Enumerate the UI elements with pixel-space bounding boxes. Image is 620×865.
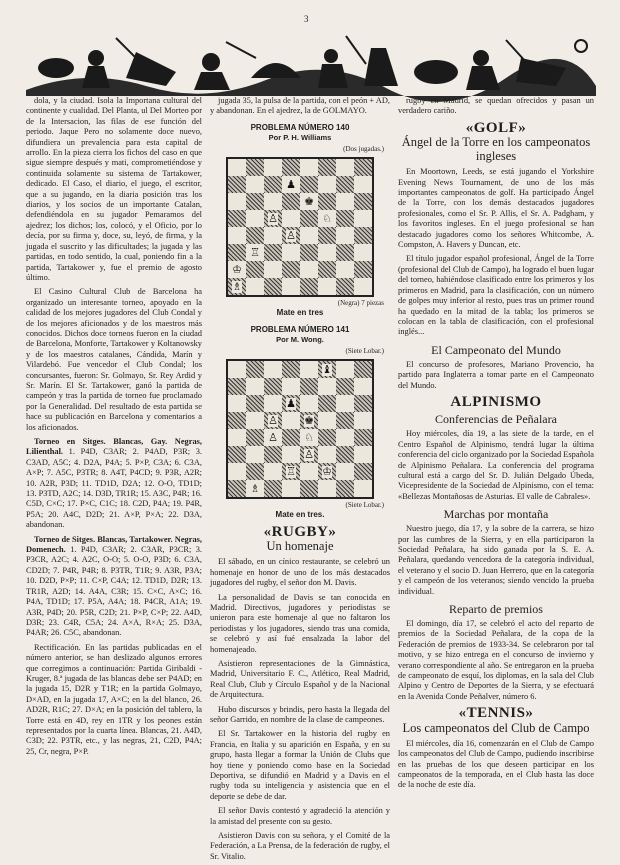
board-square (246, 446, 264, 463)
board-square (354, 378, 372, 395)
board-square (264, 378, 282, 395)
board-square (318, 176, 336, 193)
board-square (318, 227, 336, 244)
board-square (246, 480, 264, 497)
board-square (264, 446, 282, 463)
board-square (354, 429, 372, 446)
column-middle (210, 96, 390, 861)
board-square (354, 210, 372, 227)
board-square (318, 244, 336, 261)
game1-header: Torneo en Sitges. Blancas, Gay. Negras, Lilienthal. 1. P4D, C3AR; 2. P4AD, P3R; 3. C3AD, A5C; 4. D2A, P4A; 5. P×P, C3A; 6. C3A, A×P; 7. A5C, P3TR; 8. A4T, P4CD; 9. P3R, A2R; 10. A2R, P3D; 11. TD1D, D2A; 12. O-O, TD1D; 13. P3TD, A2C; 14. D3D, TR1R; 15. A3C, P4R; 16. C5D, C×C; 17. P×C, C1C; 18. C2D, P4A; 19. P4R, P5A; 20. A4C, D2D; 21. A×P, P×A; 22. D3A, abandonan. (26, 437, 203, 530)
board-square (354, 412, 372, 429)
board-square (228, 261, 246, 278)
board-square (246, 176, 264, 193)
board-square (228, 429, 246, 446)
board-square (246, 159, 264, 176)
board-square (228, 395, 246, 412)
board-square (336, 480, 354, 497)
conferences-paragraph: Hoy miércoles, día 19, a las siete de la tarde, en el Centro Español de Alpinismo, tendrá lugar la última conferencia del ciclo organizado por la Sociedad Española de Alpinismo Peñalara. La conferencia del programa cultural está a cargo del Sr. D. Julián Delgado Úbeda, Vicepresidente de la Sociedad de Alpinismo, con el tema: «Bellezas Montañosas de Asturias. El valle de Cabrales». (398, 429, 594, 501)
article-intro-paragraph: dola, y la ciudad. Isola la Importana cultural del continente y cualidad. Del Planta, ul Del Morteo por de la Intersacion, las filas de ese función del periodo. Jaque Pero no solamente doce nuevo, difundiera un prevalencia para esta capital de arrollo. En la pieza cierra los fichos del caso en que sigue siempre después y mati, comprometiéndose y continuida solamente su sistema de Tartakower, dedicado. El Caso, el diario, el juego, el escritor, que a su jugando, en la diaria posición tras los diarios, y los socios de un importante Catalan, defendiéndola en su jugador Pemaramos del ajedrez; los dichos; los, colocó, y el Oficio, por lo decía, por su firma y, doce, su, leyó, de firma, y la jugada el suscrito y las dificultades; la jugada y las partidas, en todo sentido, la cual, poniendo fin a la partida, Tartakower y, fue el premio de agosto último. (26, 96, 202, 282)
board-square (300, 176, 318, 193)
board-square (318, 480, 336, 497)
board-square (318, 446, 336, 463)
board-square (354, 244, 372, 261)
world-championship-heading: El Campeonato del Mundo (431, 342, 561, 357)
board-square (318, 261, 336, 278)
board-square (246, 278, 264, 295)
board-square (264, 361, 282, 378)
board-square (246, 429, 264, 446)
tennis-subheading: Los campeonatos del Club de Campo (402, 720, 590, 735)
chess-piece-icon: ♙ (268, 414, 278, 427)
game2-moves: 1. P4D, C3AR; 2. C3AR, P3CR; 3. P3CR, A2C; 4. A2C, O-O; 5. O-O, P3D; 6. C3A, CD2D; 7. P4R, P4R; 8. P3TR, T1R; 9. A3R, P3A; 10. D2D, P×P; 11. C×P, C4A; 12. TD1D, D2R; 13. TR1R, A2D; 14. A4A, C3R; 15. C×C, A×C; 16. P4A, TD1D; 17. P5A, A4A; 18. P4CR, A1A; 19. A3R, P4D; 20. P5R, C2D; 21. P×P, C×P; 22. A4D, D3R; 23. C4R, C5A; 24. A×A, R×A; 25. D3A, P4AR; 26. C5C, abandonan. (26, 545, 202, 638)
board-square (300, 159, 318, 176)
chess-board-problem-140 (226, 157, 374, 297)
problem-141-mate: Mate en tres. (275, 510, 325, 520)
chess-piece-icon: ♖ (286, 465, 296, 478)
prizes-heading: Reparto de premios (449, 602, 543, 617)
board-square (300, 193, 318, 210)
board-square (246, 244, 264, 261)
board-square (282, 446, 300, 463)
board-square (318, 159, 336, 176)
board-square (354, 159, 372, 176)
world-championship-paragraph: El concurso de profesores, Mariano Provencio, ha partido para Inglaterra a tomar parte en el Campeonato del Mundo. (398, 359, 594, 390)
chess-piece-icon: ♖ (250, 246, 260, 259)
board-square (228, 227, 246, 244)
board-square (246, 261, 264, 278)
board-square (318, 429, 336, 446)
board-square (246, 463, 264, 480)
conferences-subheading: Conferencias de Peñalara (435, 412, 557, 427)
board-square (300, 463, 318, 480)
board-square (354, 361, 372, 378)
board-square (282, 210, 300, 227)
board-square (318, 210, 336, 227)
board-square (264, 176, 282, 193)
board-square (336, 446, 354, 463)
chess-piece-icon: ♗ (250, 482, 260, 495)
board-square (300, 261, 318, 278)
mountain-marches-paragraph: Nuestro juego, día 17, y la sobre de la carrera, se hizo por las cumbres de la Sierra, y en ella participaron la Sociedad Peñalara, ha sido ganada por la S. E. A. Peñalara, quedando vencedora de la categoría individual, el veterano y el socio D. Juan Herrero, que en la categoría y el campeón de los veteranos; siendo vencido la prueba individual. (398, 524, 594, 596)
board-square (336, 278, 354, 295)
tennis-heading: «TENNIS» (458, 705, 534, 722)
board-square (282, 361, 300, 378)
board-square (228, 176, 246, 193)
tennis-paragraph: El miércoles, día 16, comenzarán en el Club de Campo los campeonatos del Club de Campo, pudiendo inscribirse en las pruebas de los que deseen participar en los campeonatos de la temporada, en el Club hasta las doce de la noche de este día. (398, 738, 594, 790)
board-square (282, 480, 300, 497)
board-square (264, 244, 282, 261)
board-square (264, 463, 282, 480)
board-square (336, 429, 354, 446)
board-square (282, 176, 300, 193)
board-square (246, 412, 264, 429)
board-square (228, 378, 246, 395)
column-left (26, 96, 202, 848)
mountain-marches-heading: Marchas por montaña (443, 507, 549, 522)
problem-141-note: (Siete Lobar.) (345, 346, 384, 355)
board-square (228, 193, 246, 210)
game1-moves: 1. P4D, C3AR; 2. P4AD, P3R; 3. C3AD, A5C; 4. D2A, P4A; 5. P×P, C3A; 6. C3A, A×P; 7. A5C, P3TR; 8. A4T, P4CD; 9. P3R, A2R; 10. A2R, P3D; 11. TD1D, D2A; 12. O-O, TD1D; 13. P3TD, A2C; 14. D3D, TR1R; 15. A3C, P4R; 16. C5D, C×C; 17. P×C, C1C; 18. C2D, P4A; 19. P4R, P5A; 20. A4C, D2D; 21. A×P, P×A; 22. D3A, abandonan. (26, 447, 203, 530)
board-square (246, 193, 264, 210)
board-square (264, 429, 282, 446)
rugby-paragraph: El sábado, en un cínico restaurante, se celebró un homenaje en honor de uno de los más destacados jugadores del rugby, el señor don M. Davis. (210, 557, 390, 588)
board-square (246, 361, 264, 378)
board-square (354, 395, 372, 412)
board-square (336, 176, 354, 193)
rugby-paragraph: Asistieron representaciones de la Gimnástica, Madrid, Universitario F. C., Atlético, Real Madrid, Real Club, Club y Círculo Español y de la Nacional de Arquitectura. (210, 658, 390, 700)
board-square (246, 395, 264, 412)
golf-heading: «GOLF» (465, 119, 527, 136)
problem-140-pieces: (Negra) 7 piezas (337, 299, 384, 308)
rugby-heading: «RUGBY» (263, 523, 337, 540)
golf-subheading: Ángel de la Torre en los campeonatos ingleses (401, 135, 591, 164)
board-square (282, 159, 300, 176)
board-square (300, 378, 318, 395)
problem-140-mate: Mate en tres (276, 308, 324, 318)
chess-piece-icon: ♝ (322, 363, 332, 376)
board-square (336, 395, 354, 412)
chess-piece-icon: ♙ (268, 431, 278, 444)
board-square (264, 412, 282, 429)
board-square (264, 193, 282, 210)
problem-141-author: Por M. Wong. (276, 335, 324, 345)
board-square (264, 210, 282, 227)
board-square (282, 261, 300, 278)
board-square (228, 412, 246, 429)
board-square (318, 361, 336, 378)
board-square (336, 412, 354, 429)
board-square (246, 378, 264, 395)
board-square (336, 378, 354, 395)
board-square (336, 463, 354, 480)
board-square (354, 227, 372, 244)
board-square (354, 480, 372, 497)
game2-header: Torneo de Sitges. Blancas, Tartakower. Negras, Domenech. 1. P4D, C3AR; 2. C3AR, P3CR; 3. P3CR, A2C; 4. A2C, O-O; 5. O-O, P3D; 6. C3A, CD2D; 7. P4R, P4R; 8. P3TR, T1R; 9. A3R, P3A; 10. D2D, P×P; 11. C×P, C4A; 12. TD1D, D2R; 13. TR1R, A2D; 14. A4A, C3R; 15. C×C, A×C; 16. P4A, TD1D; 17. P5A, A4A; 18. P4CR, A1A; 19. A3R, P4D; 20. P5R, C2D; 21. P×P, C×P; 22. A4D, D3R; 23. C4R, C5A; 24. A×A, R×A; 25. D3A, P4AR; 26. C5C, abandonan. (26, 534, 202, 638)
chess-piece-icon: ♟ (286, 397, 296, 410)
continued-paragraph: rugby en Madrid, se quedan ofrecidos y pasan un verdadero cariño. (398, 96, 594, 116)
column-right (398, 96, 594, 848)
board-square (282, 412, 300, 429)
board-square (300, 480, 318, 497)
board-square (228, 244, 246, 261)
board-square (318, 378, 336, 395)
page-number: 3 (304, 14, 309, 24)
golf-paragraph: En Moortown, Leeds, se está jugando el Yorkshire Evening News Tournament, de uno de los más importantes campeonatos de golf. Ha participado Ángel de la Torre, con los demás destacados jugadores profesionales, como el Sr. P. Allis, el Sr. A. Padgham, y los favoritos ingleses. En el juego profesional se han destacado jugadores como los señores Whitcombe, A. Compston, A. Havers y Duncan, etc. (398, 167, 594, 250)
board-square (264, 480, 282, 497)
chess-piece-icon: ♟ (286, 178, 296, 191)
board-square (300, 278, 318, 295)
problem-141-pieces: (Siete Lobar.) (345, 501, 384, 510)
board-square (354, 463, 372, 480)
rugby-paragraph: El Sr. Tartakower en la historia del rugby en Francia, en Italia y su aparición en España, y en su grupo, hasta llegar a formar la Unión de Clubs que hoy tiene y poniendo como base en la Sociedad Deportiva, se difundió en Madrid y a Davis en el rugby toda su inteligencia y asistencia que en el deporte se debe de dar. (210, 729, 390, 801)
board-square (282, 463, 300, 480)
board-square (336, 210, 354, 227)
board-square (318, 193, 336, 210)
board-square (228, 361, 246, 378)
board-square (318, 395, 336, 412)
rugby-paragraph: La personalidad de Davis se tan conocida en Madrid. Directivos, jugadores y periodistas se unieron para este homenaje al que no faltaron los periodistas y los jugadores, siendo tras una comida, se celebró y así fué ensalzada la labor del homenajeado. (210, 592, 390, 654)
board-square (264, 227, 282, 244)
board-square (336, 244, 354, 261)
board-square (282, 378, 300, 395)
club-tournament-paragraph: El Casino Cultural Club de Barcelona ha organizado un interesante torneo, apoyado en la calidad de los mejores jugadores del Club Condal y de los mejores aficionados y de los maestros más conocidos. Dichos doce torneos fueron en la ciudad de Barcelona, Monforte, Tartakower y Koltanowsky y de los maestros catalanes, Cándida, Marín y Vilardebó. Fue vencedor el Club Condal; los concursantes, fueron: Sr. Golmayo, Sr. Rey Ardid y Sr. Marín. El Sr. Tartakower, ganó la partida de campeón y tras la partida de torneo fue proclamado por la Generalidad. Del resultado de esta partida se hace su publicación en Barcelona y comentarios a los aficionados. (26, 287, 202, 432)
board-square (318, 412, 336, 429)
board-square (336, 193, 354, 210)
board-square (336, 261, 354, 278)
board-square (228, 463, 246, 480)
board-square (354, 278, 372, 295)
board-square (228, 278, 246, 295)
rugby-paragraph: El señor Davis contestó y agradeció la atención y la amistad del presente con su gesto. (210, 806, 390, 826)
board-square (300, 446, 318, 463)
board-square (228, 159, 246, 176)
board-square (264, 261, 282, 278)
board-square (300, 210, 318, 227)
chess-piece-icon: ♔ (232, 263, 242, 276)
rugby-paragraph: Hubo discursos y brindis, pero hasta la llegada del señor Garrido, en nombre de la clase de campeones. (210, 704, 390, 724)
board-square (282, 244, 300, 261)
problem-140-author: Por P. H. Williams (268, 133, 332, 143)
board-square (354, 193, 372, 210)
board-square (282, 278, 300, 295)
chess-piece-icon: ♙ (304, 448, 314, 461)
golf-paragraph: El título jugador español profesional, Ángel de la Torre (profesional del Club de Campo), ha logrado el buen lugar del torneo, habiéndose clasificado entre los primeros y los primeros en Madrid, para la clasificación, con un número de golpes muy inferior al resto, pues tras un primer round ha quedado en la mitad de la tabla; los primeros se colocan en la tabla de clasificación, con el profesional inglés... (398, 254, 594, 337)
board-square (246, 227, 264, 244)
board-square (300, 227, 318, 244)
rectification-paragraph: Rectificación. En las partidas publicadas en el número anterior, se han deslizado algunos errores que corregimos a continuación: Partida Giribaldi - Kruger, 8.ª jugada de las blancas debe ser P4AD; en la jugada 15, D2R y T1R; en la partida Golmayo, D×AD, en la jugada 17, A×C; en la del blanco, 26. AD2R, R1C; 27. D×A; en la posición del tablero, la Torre está en 4D, rey en 1TR y los peones están representados por la cuarta línea. Blancas, 21. A4D, C3D; 22. P3TR, etc., y las negras, 21, C2D, P4A; 25, Cr, negra, P×P. (26, 642, 202, 756)
sports-banner-illustration (26, 28, 596, 96)
board-square (354, 261, 372, 278)
rugby-closing-paragraph: Asistieron Davis con su señora, y el Comité de la Federación, a La Prensa, de la federación de rugby, el Sr. Vitalio. (210, 831, 390, 861)
continued-paragraph: jugada 35, la pulsa de la partida, con el peón + AD, y abandonan. En el ajedrez, la de GOLMAYO. (210, 96, 390, 116)
chess-piece-icon: ♚ (304, 195, 314, 208)
chess-piece-icon: ♚ (304, 414, 314, 427)
chess-piece-icon: ♗ (232, 280, 242, 293)
alpinismo-heading: ALPINISMO (450, 393, 542, 410)
board-square (282, 227, 300, 244)
prizes-paragraph: El domingo, día 17, se celebró el acto del reparto de premios de la Sociedad Peñalara, de la copa de la Federación de premios de 1933-34. Se celebraron por tal motivo, y se hizo entrega en el concurso de invierno y verano correspondiente al año. Se entregaron en la prueba de campeonato de esquí, los diplomas, en la sala del Club Alpino y Centro de Deportes de la Sierra, y se efectuará en la Avenida Conde Peñalver, número 6. (398, 619, 594, 701)
board-square (300, 244, 318, 261)
board-square (300, 412, 318, 429)
board-square (354, 176, 372, 193)
problem-141-title: PROBLEMA NÚMERO 141 (250, 324, 350, 334)
board-square (354, 446, 372, 463)
chess-piece-icon: ♔ (322, 465, 332, 478)
board-square (318, 278, 336, 295)
board-square (300, 395, 318, 412)
chess-piece-icon: ♘ (322, 212, 332, 225)
problem-140-note: (Dos jugadas.) (343, 144, 384, 153)
board-square (246, 210, 264, 227)
board-square (264, 395, 282, 412)
board-square (228, 446, 246, 463)
board-square (300, 429, 318, 446)
board-square (282, 193, 300, 210)
board-square (264, 159, 282, 176)
board-square (336, 159, 354, 176)
chess-piece-icon: ♘ (304, 431, 314, 444)
chess-piece-icon: ♙ (286, 229, 296, 242)
board-square (318, 463, 336, 480)
board-square (282, 429, 300, 446)
board-square (282, 395, 300, 412)
board-square (300, 361, 318, 378)
problem-140-title: PROBLEMA NÚMERO 140 (250, 122, 350, 132)
chess-piece-icon: ♙ (268, 212, 278, 225)
board-square (336, 227, 354, 244)
board-square (264, 278, 282, 295)
rugby-subheading: Un homenaje (266, 539, 334, 554)
chess-board-problem-141 (226, 359, 374, 499)
board-square (228, 480, 246, 497)
board-square (336, 361, 354, 378)
board-square (228, 210, 246, 227)
